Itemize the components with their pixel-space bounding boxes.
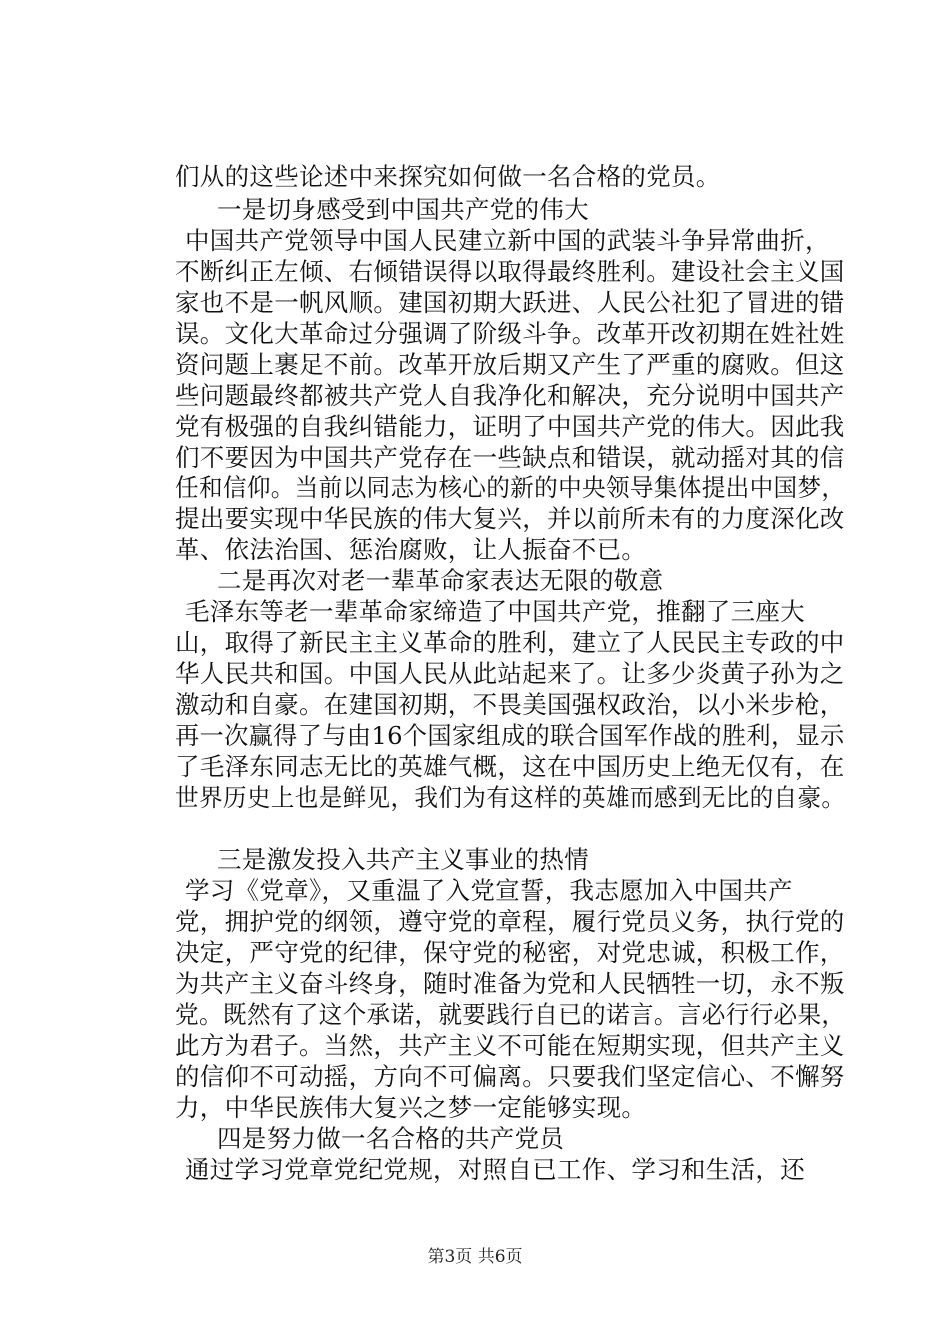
text-line: 山，取得了新民主主义革命的胜利，建立了人民民主专政的中 [175,628,845,657]
text-line: 了毛泽东同志无比的英雄气概，这在中国历史上绝无仅有，在 [175,752,845,781]
text-line: 们从的这些论述中来探究如何做一名合格的党员。 [175,162,721,191]
text-line: 不断纠正左倾、右倾错误得以取得最终胜利。建设社会主义国 [175,257,845,286]
text-line: 世界历史上也是鲜见，我们为有这样的英雄而感到无比的自豪。 [175,783,846,812]
page-number: 第3页 共6页 [427,1247,523,1267]
section-heading: 二是再次对老一辈革命家表达无限的敬意 [217,566,664,595]
text-line: 党。既然有了这个承诺，就要践行自已的诺言。言必行行必果， [175,1000,846,1029]
text-line: 此方为君子。当然，共产主义不可能在短期实现，但共产主义 [175,1031,845,1060]
text-line: 任和信仰。当前以同志为核心的新的中央领导集体提出中国梦， [175,473,846,502]
section-heading: 一是切身感受到中国共产党的伟大 [217,195,589,224]
text-line: 误。文化大革命过分强调了阶级斗争。改革开改初期在姓社姓 [175,319,845,348]
text-line: 学习《党章》，又重温了入党宣誓，我志愿加入中国共产 [185,876,793,905]
text-line: 资问题上裹足不前。改革开放后期又产生了严重的腐败。但这 [175,350,845,379]
text-line: 家也不是一帆风顺。建国初期大跃进、人民公社犯了冒进的错 [175,288,845,317]
text-line: 通过学习党章党纪党规，对照自已工作、学习和生活，还 [185,1155,805,1184]
text-line: 党有极强的自我纠错能力，证明了中国共产党的伟大。因此我 [175,412,845,441]
section-heading: 三是激发投入共产主义事业的热情 [217,845,589,874]
text-line: 们不要因为中国共产党存在一些缺点和错误，就动摇对其的信 [175,443,845,472]
text-line: 些问题最终都被共产党人自我净化和解决，充分说明中国共产 [175,381,845,410]
text-line: 华人民共和国。中国人民从此站起来了。让多少炎黄子孙为之 [175,659,845,688]
text-line: 党，拥护党的纲领，遵守党的章程，履行党员义务，执行党的 [175,907,845,936]
text-line: 为共产主义奋斗终身，随时准备为党和人民牺牲一切，永不叛 [175,969,845,998]
text-line: 激动和自豪。在建国初期，不畏美国强权政治，以小米步枪， [175,690,845,719]
text-line: 再一次赢得了与由16个国家组成的联合国军作战的胜利，显示 [175,721,845,750]
text-line: 革、依法治国、惩治腐败，让人振奋不已。 [175,535,647,564]
text-line: 中国共产党领导中国人民建立新中国的武装斗争异常曲折， [185,226,830,255]
text-line: 的信仰不可动摇，方向不可偏离。只要我们坚定信心、不懈努 [175,1062,845,1091]
text-line: 力，中华民族伟大复兴之梦一定能够实现。 [175,1093,647,1122]
text-line: 毛泽东等老一辈革命家缔造了中国共产党，推翻了三座大 [185,597,805,626]
section-heading: 四是努力做一名合格的共产党员 [217,1124,565,1153]
text-line: 决定，严守党的纪律，保守党的秘密，对党忠诚，积极工作， [175,938,845,967]
text-line: 提出要实现中华民族的伟大复兴，并以前所未有的力度深化改 [175,504,845,533]
